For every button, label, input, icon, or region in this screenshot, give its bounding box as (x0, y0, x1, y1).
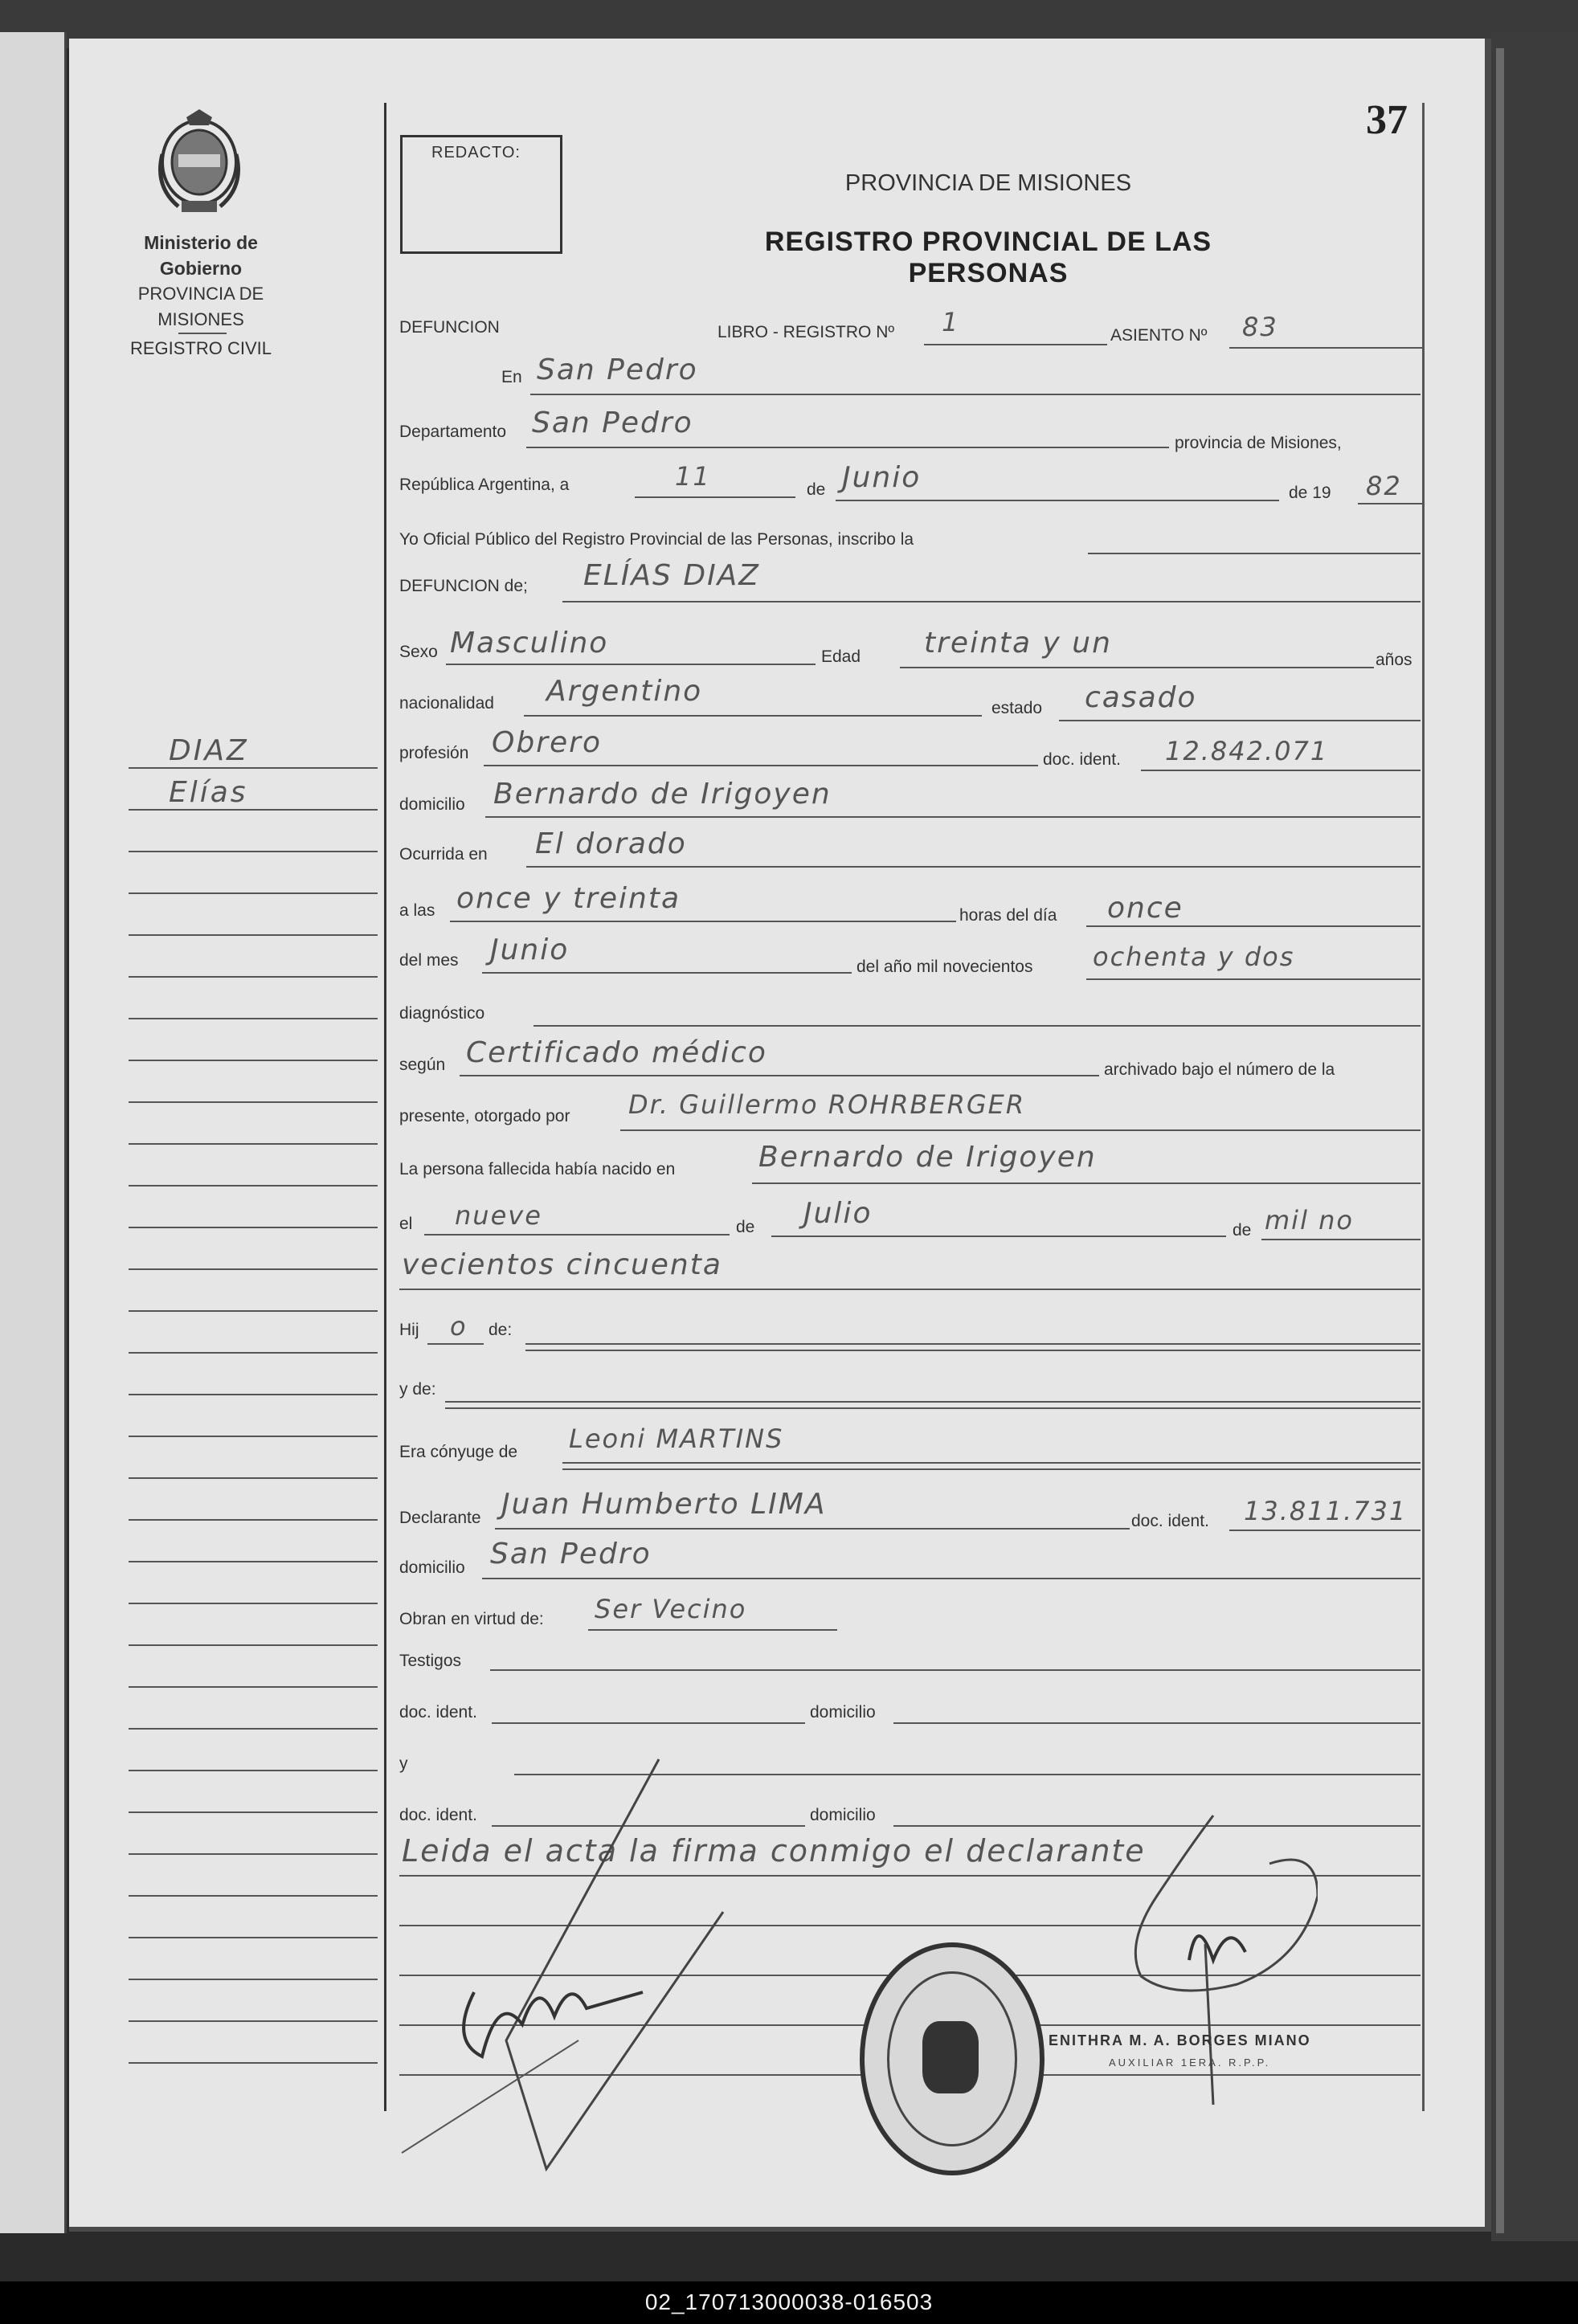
doc-ident-label: doc. ident. (1043, 750, 1121, 769)
ministry-province: PROVINCIA DE MISIONES (137, 284, 264, 329)
decl-doc-label: doc. ident. (1131, 1512, 1209, 1530)
book-edge (1491, 32, 1578, 2241)
libro-label: LIBRO - REGISTRO Nº (717, 323, 895, 341)
en-label: En (501, 368, 522, 386)
decl-doc-value: 13.811.731 (1244, 1496, 1408, 1526)
previous-page-edge (0, 32, 67, 2233)
presente-label: presente, otorgado por (399, 1107, 570, 1125)
doc-ident-value: 12.842.071 (1165, 736, 1329, 766)
ministry-name: Ministerio de Gobierno (144, 232, 258, 279)
divider (178, 333, 227, 334)
defuncion-type-label: DEFUNCION (399, 318, 500, 337)
decl-dom-label: domicilio (399, 1558, 465, 1577)
hij-value: o (450, 1311, 468, 1342)
declarante-label: Declarante (399, 1509, 481, 1527)
header-province: PROVINCIA DE MISIONES (844, 170, 1132, 196)
hij-label: Hij (399, 1321, 419, 1339)
diagnostico-label: diagnóstico (399, 1004, 485, 1023)
obran-label: Obran en virtud de: (399, 1610, 544, 1628)
profesion-value: Obrero (492, 726, 602, 759)
oficial-text: Yo Oficial Público del Registro Provincial de las Personas, inscribo la (399, 530, 914, 549)
archivado-label: archivado bajo el número de la (1104, 1060, 1335, 1079)
nac-mes-value: Julio (803, 1197, 873, 1230)
de-19-label: de 19 (1289, 484, 1331, 502)
coat-of-arms-icon (146, 106, 252, 219)
sexo-label: Sexo (399, 643, 438, 661)
edad-value: treinta y un (924, 627, 1112, 660)
departamento-label: Departamento (399, 423, 507, 441)
testigo2-doc-label: doc. ident. (399, 1806, 477, 1824)
anos-label: años (1376, 651, 1412, 669)
anio-mil-label: del año mil novecientos (856, 958, 1033, 976)
domicilio-value: Bernardo de Irigoyen (493, 778, 832, 811)
horas-dia-label: horas del día (959, 906, 1057, 925)
testigo1-doc-label: doc. ident. (399, 1703, 477, 1722)
republica-label: República Argentina, a (399, 476, 570, 494)
ministry-header (112, 230, 289, 361)
nac-anio-part2: vecientos cincuenta (402, 1248, 722, 1281)
profesion-label: profesión (399, 744, 469, 762)
form-right-rule (1422, 103, 1425, 2111)
libro-value: 1 (942, 307, 960, 337)
header-registry: REGISTRO PROVINCIAL DE LAS PERSONAS (764, 227, 1212, 288)
testigo1-dom-label: domicilio (810, 1703, 876, 1722)
stamp-subtitle: AUXILIAR 1ERA. R.P.P. (1109, 2056, 1271, 2069)
conyuge-label: Era cónyuge de (399, 1443, 518, 1461)
official-signature (1109, 1799, 1318, 2137)
margin-surname: DIAZ (169, 734, 249, 767)
provincia-text: provincia de Misiones, (1175, 434, 1342, 452)
y-de-label: y de: (399, 1380, 436, 1399)
del-mes-value: Junio (490, 933, 570, 966)
decl-dom-value: San Pedro (490, 1538, 652, 1570)
declarant-signature (386, 1751, 755, 2185)
nac-anio-part1: mil no (1265, 1205, 1354, 1236)
anio-value: 82 (1366, 471, 1402, 501)
testigo2-dom-label: domicilio (810, 1806, 876, 1824)
redacto-box (400, 135, 562, 254)
domicilio-label: domicilio (399, 795, 465, 814)
de-mil-label: de (1233, 1221, 1252, 1240)
asiento-label: ASIENTO Nº (1110, 326, 1208, 345)
nac-de-label: de (736, 1218, 755, 1236)
closing-statement: Leida el acta la firma conmigo el declarante (402, 1833, 1146, 1869)
asiento-value: 83 (1242, 312, 1278, 342)
deceased-name-value: ELÍAS DIAZ (583, 559, 760, 592)
nacido-label: La persona fallecida había nacido en (399, 1160, 676, 1178)
nacionalidad-label: nacionalidad (399, 694, 494, 713)
margin-notes-lines (129, 727, 378, 2064)
hij-de-label: de: (489, 1321, 513, 1339)
testigos-label: Testigos (399, 1652, 462, 1670)
dia-texto-value: once (1107, 892, 1184, 925)
page-edge (1496, 48, 1504, 2233)
obran-value: Ser Vecino (595, 1594, 747, 1624)
nacionalidad-value: Argentino (546, 675, 703, 708)
ocurrida-value: El dorado (535, 827, 687, 860)
del-mes-label: del mes (399, 951, 459, 970)
official-stamp (860, 1942, 1045, 2175)
scan-footer (0, 2281, 1578, 2324)
sexo-value: Masculino (450, 627, 609, 660)
dia-value: 11 (675, 461, 711, 492)
redacto-label: REDACTO: (431, 144, 521, 161)
anio-texto-value: ochenta y dos (1093, 941, 1295, 972)
ocurrida-label: Ocurrida en (399, 845, 488, 864)
departamento-value: San Pedro (532, 406, 693, 439)
page-number: 37 (1366, 97, 1408, 143)
mes-value: Junio (842, 461, 922, 494)
nac-dia-value: nueve (455, 1200, 542, 1231)
scan-code: 02_170713000038-016503 (644, 2289, 934, 2314)
defuncion-de-label: DEFUNCION de; (399, 577, 528, 595)
segun-label: según (399, 1056, 446, 1074)
edad-label: Edad (821, 647, 861, 666)
hora-value: once y treinta (456, 882, 681, 915)
estado-value: casado (1085, 681, 1197, 714)
estado-label: estado (991, 699, 1043, 717)
nacido-value: Bernardo de Irigoyen (758, 1141, 1097, 1174)
conyuge-value: Leoni MARTINS (569, 1423, 784, 1454)
segun-value: Certificado médico (466, 1036, 767, 1069)
el-label: el (399, 1215, 413, 1233)
de-label: de (807, 480, 826, 499)
a-las-label: a las (399, 901, 435, 920)
presente-value: Dr. Guillermo ROHRBERGER (628, 1089, 1026, 1120)
ministry-office: REGISTRO CIVIL (129, 338, 272, 358)
margin-given-name: Elías (169, 776, 248, 809)
stamp-text: ENITHRA M. A. BORGES MIANO (1049, 2032, 1311, 2048)
y-label: y (399, 1754, 408, 1773)
en-value: San Pedro (537, 353, 698, 386)
declarante-value: Juan Humberto LIMA (501, 1488, 827, 1521)
